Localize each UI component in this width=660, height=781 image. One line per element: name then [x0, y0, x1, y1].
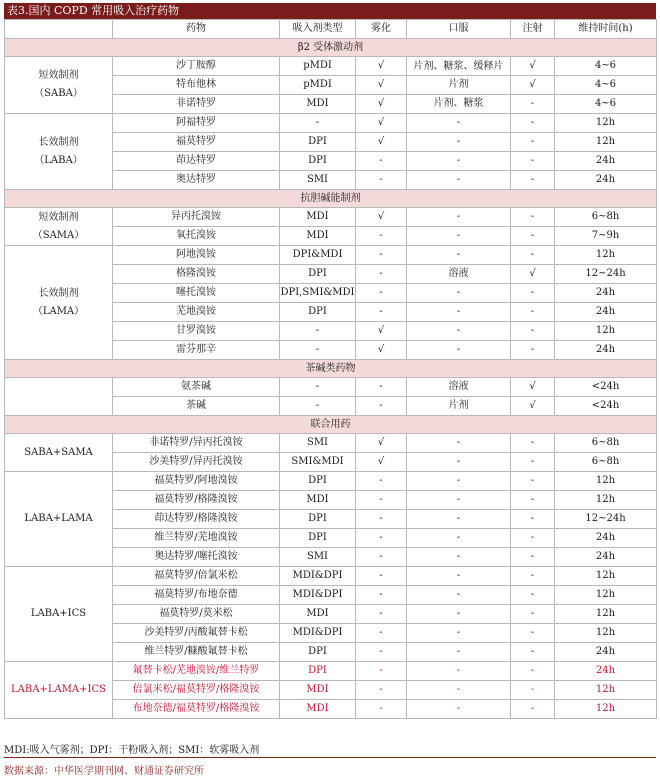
table-cell: - [407, 624, 511, 643]
table-cell: 12h [555, 700, 657, 719]
table-row [5, 114, 657, 133]
table-cell: - [356, 152, 407, 171]
table-cell: - [511, 662, 555, 681]
group-label [5, 472, 113, 567]
table-cell: MDI [280, 700, 356, 719]
table-cell: 24h [555, 152, 657, 171]
table-cell: 24h [555, 341, 657, 360]
section-row [5, 190, 657, 208]
group-label-line: （SABA） [34, 88, 83, 99]
table-row [5, 434, 657, 453]
table-cell: 12h [555, 681, 657, 700]
table-cell: 溶液 [407, 378, 511, 397]
table-cell: - [407, 114, 511, 133]
table-cell: 24h [555, 303, 657, 322]
table-cell: SMI [280, 434, 356, 453]
table-cell: - [407, 529, 511, 548]
table-cell: - [407, 246, 511, 265]
table-cell: DPI [280, 133, 356, 152]
table-cell: - [511, 643, 555, 662]
table-cell: 非诺特罗/异丙托溴铵 [113, 434, 280, 453]
table-cell: pMDI [280, 76, 356, 95]
table-cell: <24h [555, 378, 657, 397]
table-cell: - [511, 303, 555, 322]
table-cell: 12~24h [555, 265, 657, 284]
table-cell: - [356, 378, 407, 397]
table-cell: - [407, 152, 511, 171]
table-cell: - [356, 491, 407, 510]
table-cell: 12h [555, 624, 657, 643]
table-cell: 12h [555, 605, 657, 624]
table-cell: SMI [280, 171, 356, 190]
table-cell: √ [356, 208, 407, 227]
table-cell: - [407, 284, 511, 303]
table-cell: 福莫特罗/布地奈德 [113, 586, 280, 605]
table-cell: 沙美特罗/丙酸氟替卡松 [113, 624, 280, 643]
table-cell: √ [356, 322, 407, 341]
table-cell: - [356, 265, 407, 284]
table-cell: DPI [280, 643, 356, 662]
table-cell: DPI [280, 152, 356, 171]
table-cell: - [407, 700, 511, 719]
table-cell: - [407, 681, 511, 700]
group-label [5, 662, 113, 719]
table-cell: 24h [555, 643, 657, 662]
table-cell: - [407, 643, 511, 662]
table-cell: 噻托溴铵 [113, 284, 280, 303]
table-cell: - [356, 529, 407, 548]
table-cell: MDI&DPI [280, 624, 356, 643]
table-cell: - [356, 681, 407, 700]
table-cell: - [280, 322, 356, 341]
table-cell: - [280, 378, 356, 397]
table-cell: 氨茶碱 [113, 378, 280, 397]
table-cell: 12h [555, 114, 657, 133]
table-cell: - [356, 700, 407, 719]
table-row [5, 567, 657, 586]
group-label-line: LABA+LAMA+ICS [11, 684, 106, 695]
table-cell: √ [356, 434, 407, 453]
table-cell: √ [511, 57, 555, 76]
table-cell: DPI [280, 662, 356, 681]
table-cell: - [511, 548, 555, 567]
table-cell: - [356, 303, 407, 322]
table-cell: - [356, 567, 407, 586]
table-cell: DPI [280, 472, 356, 491]
table-cell: 24h [555, 529, 657, 548]
table-cell: - [407, 567, 511, 586]
table-cell: 福莫特罗/格隆溴铵 [113, 491, 280, 510]
table-cell: 12h [555, 567, 657, 586]
table-cell: - [407, 227, 511, 246]
table-cell: - [356, 510, 407, 529]
group-label-line: 短效制剂 [38, 211, 79, 223]
table-cell: - [511, 586, 555, 605]
table-title: 表3.国内 COPD 常用吸入治疗药物 [4, 3, 656, 19]
table-cell: - [356, 472, 407, 491]
table-cell: - [407, 548, 511, 567]
group-label [5, 114, 113, 190]
table-cell: <24h [555, 397, 657, 416]
table-cell: 片剂 [407, 76, 511, 95]
table-cell: √ [356, 76, 407, 95]
table-cell: - [511, 227, 555, 246]
table-cell: 奥达特罗 [113, 171, 280, 190]
table-cell: - [407, 208, 511, 227]
footer-divider [4, 757, 656, 758]
table-cell: 特布他林 [113, 76, 280, 95]
table-cell: - [356, 624, 407, 643]
table-cell: - [511, 434, 555, 453]
table-cell: 福莫特罗/倍氯米松 [113, 567, 280, 586]
table-cell: MDI [280, 605, 356, 624]
header-cell: 注射 [511, 20, 555, 39]
group-label-line: 长效制剂 [38, 136, 79, 148]
table-cell: 福莫特罗 [113, 133, 280, 152]
table-cell: - [511, 605, 555, 624]
table-cell: √ [511, 76, 555, 95]
group-label-line: LABA+LAMA [24, 513, 93, 524]
section-header: 茶碱类药物 [5, 360, 657, 378]
table-cell: √ [356, 453, 407, 472]
group-label [5, 246, 113, 360]
table-cell: - [280, 341, 356, 360]
table-cell: - [511, 208, 555, 227]
table-cell: DPI [280, 529, 356, 548]
source-note: 数据来源：中华医学期刊网、财通证券研究所 [4, 766, 204, 777]
table-cell: DPI&MDI [280, 246, 356, 265]
table-cell: 24h [555, 284, 657, 303]
table-cell: 茚达特罗/格隆溴铵 [113, 510, 280, 529]
table-cell: - [407, 586, 511, 605]
table-cell: √ [356, 133, 407, 152]
table-cell: 甘罗溴铵 [113, 322, 280, 341]
group-label [5, 57, 113, 114]
table-cell: MDI [280, 208, 356, 227]
table-cell: - [356, 662, 407, 681]
table-cell: 12h [555, 246, 657, 265]
group-label-line: SABA+SAMA [24, 446, 93, 458]
table-cell: 6~8h [555, 453, 657, 472]
group-label [5, 378, 113, 416]
table-cell: - [356, 171, 407, 190]
table-cell: 24h [555, 662, 657, 681]
table-cell: - [356, 397, 407, 416]
table-cell: 阿地溴铵 [113, 246, 280, 265]
table-cell: - [511, 700, 555, 719]
table-cell: 片剂 [407, 397, 511, 416]
table-cell: 氟替卡松/芜地溴铵/维兰特罗 [113, 662, 280, 681]
table-row [5, 472, 657, 491]
table-cell: 奥达特罗/噻托溴铵 [113, 548, 280, 567]
group-label [5, 208, 113, 246]
table-cell: - [407, 453, 511, 472]
table-cell: - [407, 133, 511, 152]
table-cell: - [511, 95, 555, 114]
table-cell: √ [511, 378, 555, 397]
table-cell: - [356, 605, 407, 624]
table-cell: 片剂、糖浆 [407, 95, 511, 114]
group-label-line: LABA+ICS [30, 608, 87, 619]
table-cell: 6~8h [555, 208, 657, 227]
table-cell: - [280, 114, 356, 133]
table-cell: - [511, 491, 555, 510]
table-cell: 格隆溴铵 [113, 265, 280, 284]
table-row [5, 246, 657, 265]
table-cell: - [407, 171, 511, 190]
table-cell: √ [511, 397, 555, 416]
table-cell: 4~6 [555, 95, 657, 114]
section-header: 抗胆碱能制剂 [5, 190, 657, 208]
group-label-line: （LAMA） [32, 305, 85, 317]
header-cell: 口服 [407, 20, 511, 39]
table-cell: - [511, 472, 555, 491]
table-cell: - [511, 529, 555, 548]
table-cell: 12~24h [555, 510, 657, 529]
table-cell: 福莫特罗/莫米松 [113, 605, 280, 624]
table-cell: pMDI [280, 57, 356, 76]
table-cell: SMI [280, 548, 356, 567]
table-cell: - [407, 472, 511, 491]
section-header: β2 受体激动剂 [5, 39, 657, 57]
header-row [5, 20, 657, 39]
table-cell: √ [356, 57, 407, 76]
table-cell: - [407, 341, 511, 360]
table-cell: 12h [555, 322, 657, 341]
table-cell: 倍氯米松/福莫特罗/格隆溴铵 [113, 681, 280, 700]
table-cell: 沙美特罗/异丙托溴铵 [113, 453, 280, 472]
table-cell: 6~8h [555, 434, 657, 453]
table-body [5, 39, 657, 719]
group-label-line: （SAMA） [32, 229, 85, 241]
copd-drug-table [4, 19, 657, 719]
table-cell: 7~9h [555, 227, 657, 246]
table-cell: - [511, 171, 555, 190]
table-cell: 茚达特罗 [113, 152, 280, 171]
table-cell: DPI [280, 510, 356, 529]
table-cell: 布地奈德/福莫特罗/格隆溴铵 [113, 700, 280, 719]
table-cell: 茶碱 [113, 397, 280, 416]
table-row [5, 208, 657, 227]
table-cell: √ [356, 95, 407, 114]
table-cell: - [407, 491, 511, 510]
table-cell: √ [356, 114, 407, 133]
section-row [5, 416, 657, 434]
table-cell: - [407, 662, 511, 681]
table-row [5, 378, 657, 397]
header-cell: 雾化 [356, 20, 407, 39]
table-cell: - [407, 303, 511, 322]
table-cell: DPI,SMI&MDI [280, 284, 356, 303]
table-cell: 4~6 [555, 57, 657, 76]
table-cell: SMI&MDI [280, 453, 356, 472]
table-cell: MDI [280, 681, 356, 700]
group-label [5, 434, 113, 472]
table-cell: DPI [280, 303, 356, 322]
table-cell: MDI [280, 491, 356, 510]
table-cell: - [511, 133, 555, 152]
header-cell: 药物 [113, 20, 280, 39]
table-row [5, 57, 657, 76]
table-cell: - [511, 284, 555, 303]
table-cell: 片剂、糖浆、缓释片 [407, 57, 511, 76]
table-cell: MDI&DPI [280, 567, 356, 586]
table-cell: - [511, 341, 555, 360]
table-cell: MDI [280, 95, 356, 114]
table-cell: - [511, 567, 555, 586]
table-cell: 福莫特罗/阿地溴铵 [113, 472, 280, 491]
table-cell: - [511, 453, 555, 472]
section-row [5, 360, 657, 378]
table-cell: 溶液 [407, 265, 511, 284]
table-cell: - [356, 586, 407, 605]
table-cell: - [356, 227, 407, 246]
table-cell: 24h [555, 548, 657, 567]
table-cell: MDI [280, 227, 356, 246]
group-label [5, 567, 113, 662]
table-cell: 维兰特罗/糠酸氟替卡松 [113, 643, 280, 662]
table-cell: - [511, 246, 555, 265]
table-cell: 12h [555, 133, 657, 152]
table-cell: - [511, 322, 555, 341]
table-cell: 4~6 [555, 76, 657, 95]
group-label-line: 长效制剂 [38, 287, 79, 299]
table-cell: √ [356, 341, 407, 360]
table-cell: - [407, 322, 511, 341]
table-cell: 维兰特罗/芜地溴铵 [113, 529, 280, 548]
header-cell: 吸入剂类型 [280, 20, 356, 39]
table-cell: - [511, 510, 555, 529]
table-cell: - [407, 605, 511, 624]
section-header: 联合用药 [5, 416, 657, 434]
table-row [5, 662, 657, 681]
table-cell: 异丙托溴铵 [113, 208, 280, 227]
table-cell: 12h [555, 472, 657, 491]
table-cell: 12h [555, 586, 657, 605]
table-cell: 氧托溴铵 [113, 227, 280, 246]
header-cell: 维持时间(h) [555, 20, 657, 39]
table-cell: 非诺特罗 [113, 95, 280, 114]
table-cell: 芜地溴铵 [113, 303, 280, 322]
group-label-line: 短效制剂 [38, 70, 79, 81]
table-cell: - [356, 643, 407, 662]
table-cell: 阿福特罗 [113, 114, 280, 133]
section-row [5, 39, 657, 57]
header-cell [5, 20, 113, 39]
table-cell: MDI&DPI [280, 586, 356, 605]
table-cell: - [407, 510, 511, 529]
table-cell: - [280, 397, 356, 416]
table-cell: 沙丁胺醇 [113, 57, 280, 76]
table-cell: 12h [555, 491, 657, 510]
group-label-line: （LABA） [34, 154, 83, 166]
footnote: MDI:吸入气雾剂；DPI：干粉吸入剂；SMI：软雾吸入剂 [4, 745, 260, 756]
table-cell: DPI [280, 265, 356, 284]
table-cell: - [511, 624, 555, 643]
table-cell: - [356, 548, 407, 567]
table-cell: - [511, 681, 555, 700]
table-cell: √ [511, 265, 555, 284]
table-cell: 24h [555, 171, 657, 190]
table-cell: - [356, 284, 407, 303]
table-cell: - [356, 246, 407, 265]
table-cell: - [511, 152, 555, 171]
table-cell: 雷芬那辛 [113, 341, 280, 360]
table-cell: - [511, 114, 555, 133]
table-cell: - [407, 434, 511, 453]
